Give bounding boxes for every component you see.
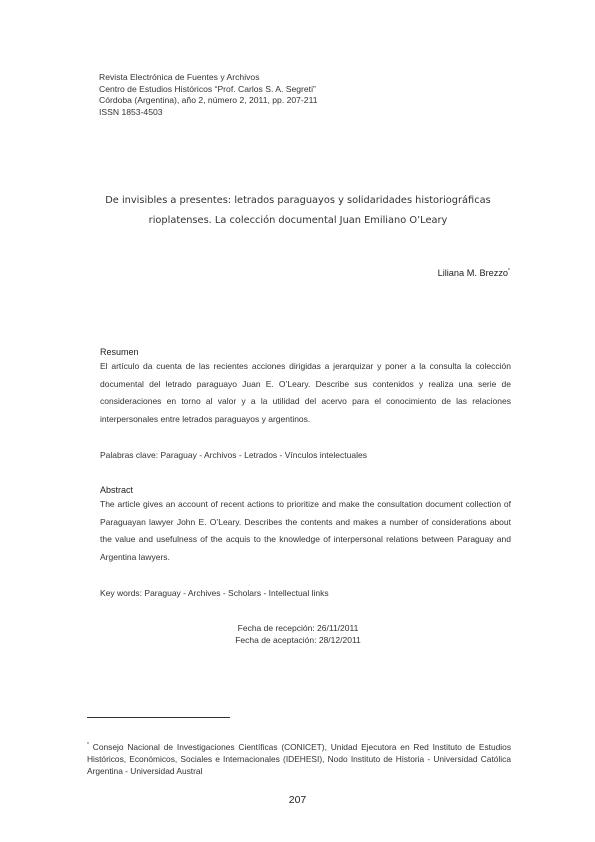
footnote-text: Consejo Nacional de Investigaciones Científicas (CONICET), Unidad Ejecutora en Red Instituto de Estudios Históricos, Económicos, Sociales e Internacionales (IDEHESI), Nodo Instituto de Historia - Universidad Católica Argentina - Universidad Austral [87, 742, 512, 776]
article-dates [100, 623, 496, 646]
footnote [87, 740, 511, 777]
page-number: 207 [288, 794, 307, 806]
journal-name: Revista Electrónica de Fuentes y Archivos [99, 72, 260, 82]
resumen-text: El artículo da cuenta de las recientes acciones dirigidas a jerarquizar y poner a la consulta la colección documental del letrado paraguayo Juan E. O’Leary. Describe sus contenidos y realiza una serie de consideraciones en torno al valor y a la utilidad del acervo para el conocimiento de las relaciones interpersonales entre letrados paraguayos y argentinos. [100, 361, 511, 424]
resumen-keywords: Palabras clave: Paraguay - Archivos - Letrados - Vínculos intelectuales [100, 450, 367, 460]
abstract-keywords: Key words: Paraguay - Archives - Scholars - Intellectual links [100, 588, 329, 598]
author [300, 268, 510, 278]
abstract-heading: Abstract [100, 485, 134, 495]
author-name: Liliana M. Brezzo [437, 268, 509, 278]
article-title: De invisibles a presentes: letrados paraguayos y solidaridades historiográficas rioplatenses. La colección documental Juan Emiliano O’Leary [105, 195, 491, 226]
journal-issn: ISSN 1853-4503 [99, 106, 163, 117]
journal-issue: Córdoba (Argentina), año 2, número 2, 2011, pp. 207-211 [99, 95, 318, 106]
author-footnote-mark: * [508, 268, 510, 274]
footnote-divider [87, 717, 230, 718]
resumen-heading: Resumen [100, 347, 139, 357]
journal-header [99, 72, 318, 118]
received-date: Fecha de recepción: 26/11/2011 [237, 623, 359, 633]
footnote-mark: * [87, 742, 89, 748]
abstract-text: The article gives an account of recent actions to prioritize and make the consultation document collection of Paraguayan lawyer John E. O’Leary. Describes the contents and makes a number of considerations about the value and usefulness of the acquis to the knowledge of interpersonal relations between Paraguay and Argentina lawyers. [100, 499, 511, 562]
journal-center: Centro de Estudios Históricos “Prof. Carlos S. A. Segreti” [99, 83, 316, 94]
accepted-date: Fecha de aceptación: 28/12/2011 [235, 634, 361, 645]
